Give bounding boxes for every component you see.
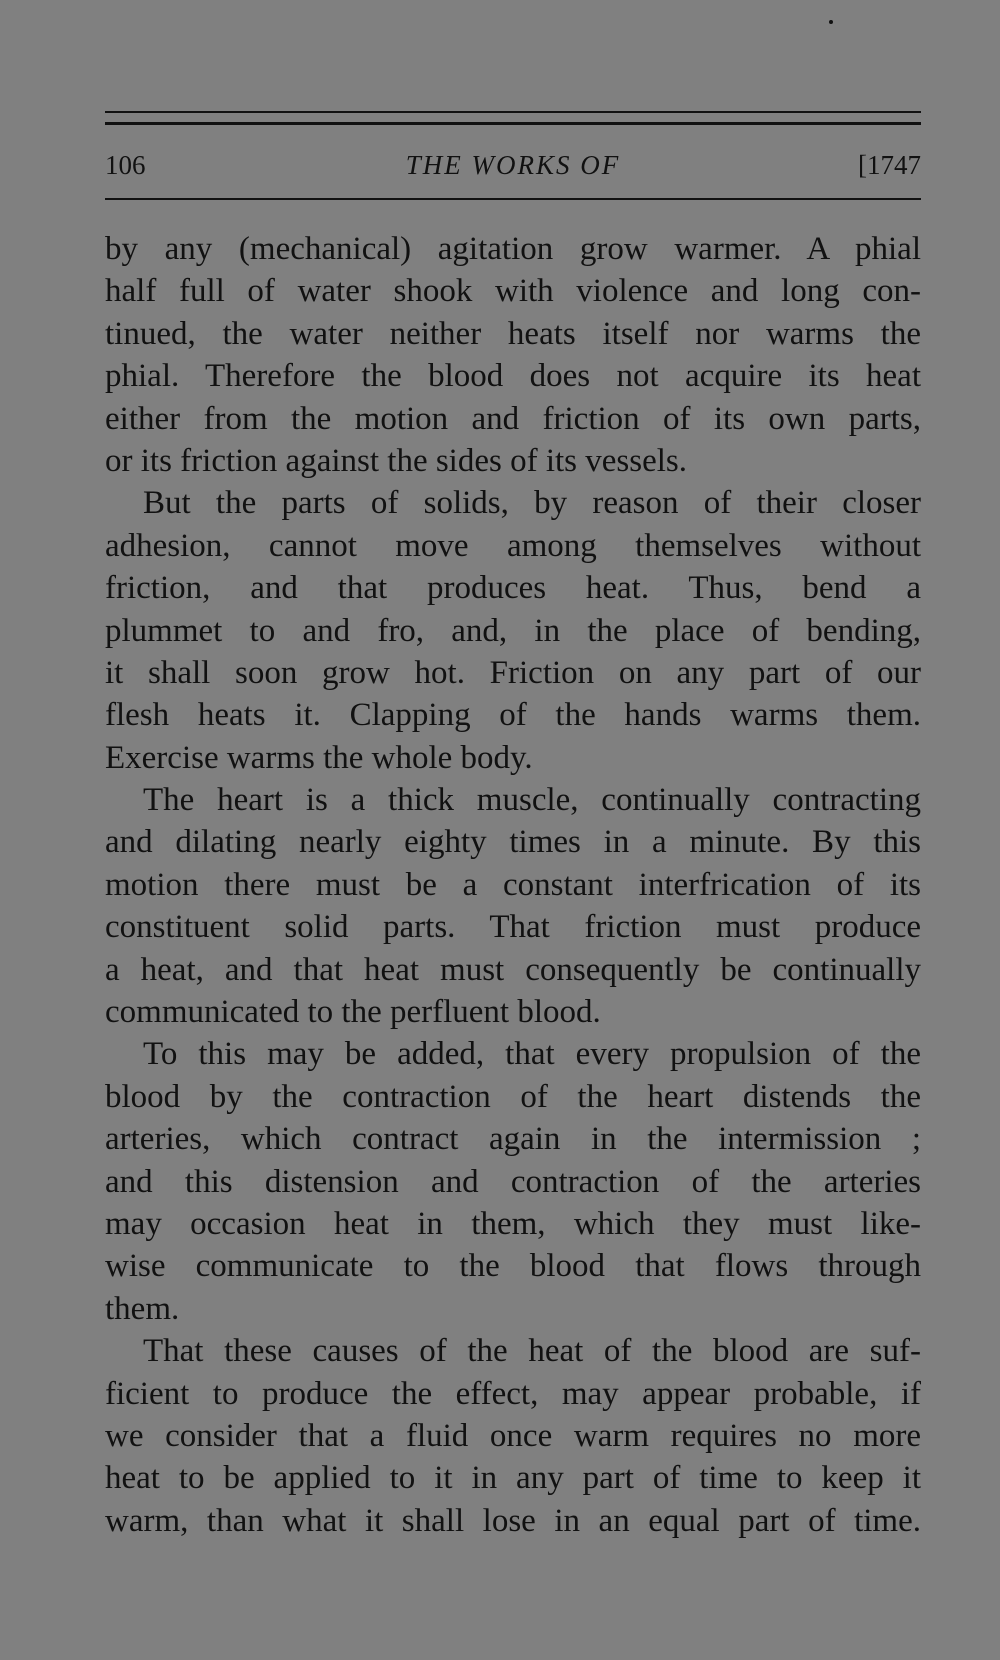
text-line: To this may be added, that every propulsion of the (143, 1036, 921, 1073)
text-line: may occasion heat in them, which they must like- (105, 1205, 921, 1242)
text-line: That these causes of the heat of the blood are suf- (143, 1333, 921, 1370)
text-line: Exercise warms the whole body. (105, 739, 533, 776)
body-text (105, 228, 921, 1542)
text-line: flesh heats it. Clapping of the hands warms them. (105, 697, 921, 734)
text-line: friction, and that produces heat. Thus, bend a (105, 570, 921, 607)
text-line: or its friction against the sides of its vessels. (105, 442, 687, 479)
text-line: either from the motion and friction of its own parts, (105, 400, 921, 437)
text-line: plummet to and fro, and, in the place of bending, (105, 612, 921, 649)
ink-speck (829, 20, 833, 24)
text-line: blood by the contraction of the heart distends the (105, 1078, 921, 1115)
header-rule (105, 198, 921, 200)
text-line: half full of water shook with violence and long con- (105, 273, 921, 310)
text-line: tinued, the water neither heats itself nor warms the (105, 315, 921, 352)
text-line: wise communicate to the blood that flows through (105, 1248, 921, 1285)
text-line: The heart is a thick muscle, continually contracting (143, 782, 921, 819)
text-line: we consider that a fluid once warm requires no more (105, 1417, 921, 1454)
text-line: phial. Therefore the blood does not acquire its heat (105, 358, 921, 395)
text-line: them. (105, 1290, 180, 1327)
header-year: [1747 (858, 150, 921, 180)
text-line: it shall soon grow hot. Friction on any part of our (105, 654, 921, 691)
text-line: arteries, which contract again in the intermission ; (105, 1121, 921, 1158)
text-line: adhesion, cannot move among themselves without (105, 527, 921, 564)
text-line: and this distension and contraction of the arteries (105, 1163, 921, 1200)
page-header (105, 145, 921, 185)
text-line: a heat, and that heat must consequently be continually (105, 951, 921, 988)
top-rule-thick (105, 122, 921, 125)
page-number: 106 (105, 150, 146, 180)
text-line: by any (mechanical) agitation grow warmer. A phial (105, 231, 921, 267)
text-line: warm, than what it shall lose in an equal part of time. (105, 1502, 921, 1539)
running-head: THE WORKS OF (405, 150, 621, 180)
top-rule-thin (105, 111, 921, 113)
text-line: constituent solid parts. That friction must produce (105, 909, 921, 946)
text-line: But the parts of solids, by reason of their closer (143, 485, 921, 522)
text-line: ficient to produce the effect, may appear probable, if (105, 1375, 921, 1412)
text-line: heat to be applied to it in any part of time to keep it (105, 1460, 921, 1497)
text-line: and dilating nearly eighty times in a minute. By this (105, 824, 921, 861)
text-line: motion there must be a constant interfrication of its (105, 866, 921, 903)
text-line: communicated to the perfluent blood. (105, 994, 601, 1031)
